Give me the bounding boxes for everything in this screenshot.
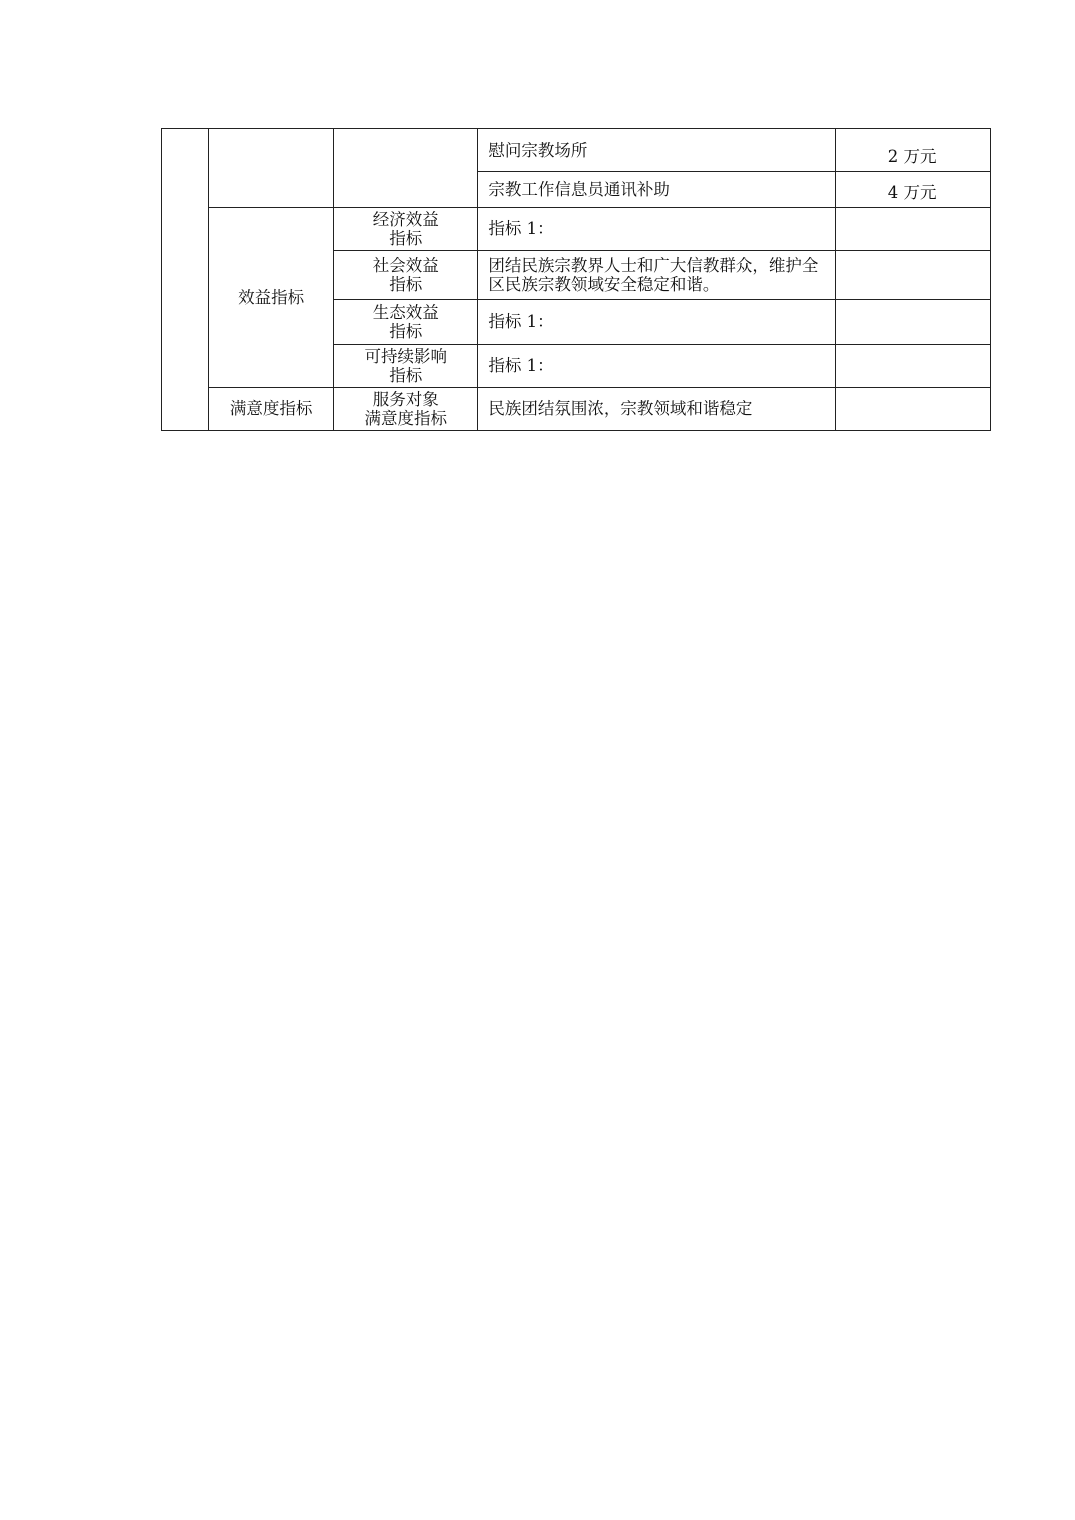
- indicator-name-line: 指标: [389, 322, 423, 341]
- table-row: [162, 388, 991, 431]
- indicator-value-cell: [835, 251, 990, 300]
- outer-label-cell: [162, 129, 209, 431]
- indicator-name-line: 指标: [389, 275, 423, 294]
- satisfaction-value-cell: [835, 388, 990, 431]
- indicator-value-cell: [835, 208, 990, 251]
- table-row: [162, 129, 991, 172]
- satisfaction-content-text: 民族团结氛围浓: [488, 399, 604, 418]
- indicator-content-cell: 指标 1：: [478, 300, 835, 345]
- indicator-name-line: 可持续影响: [364, 347, 448, 366]
- output-item-cell: 宗教工作信息员通讯补助: [478, 172, 835, 208]
- output-subcategory-cell: [334, 129, 478, 208]
- indicator-name-line: 满意度指标: [364, 409, 448, 428]
- social-benefit-name-cell: [334, 251, 478, 300]
- sustainable-impact-name-cell: [334, 345, 478, 388]
- indicator-name-line: 服务对象: [372, 390, 439, 409]
- satisfaction-category-cell: 满意度指标: [209, 388, 334, 431]
- indicator-content-cell: 指标 1：: [478, 345, 835, 388]
- indicator-value-cell: [835, 300, 990, 345]
- output-category-cell: [209, 129, 334, 208]
- performance-indicator-table: [161, 128, 991, 431]
- economic-benefit-name-cell: [334, 208, 478, 251]
- indicator-name-line: 生态效益: [372, 303, 439, 322]
- output-value-cell: 4 万元: [835, 172, 990, 208]
- benefit-category-cell: 效益指标: [209, 208, 334, 388]
- table-row: [162, 208, 991, 251]
- indicator-name-line: 指标: [389, 229, 423, 248]
- output-item-cell: 慰问宗教场所: [478, 129, 835, 172]
- output-value-cell: 2 万元: [835, 129, 990, 172]
- indicator-content-cell: 指标 1：: [478, 208, 835, 251]
- indicator-value-cell: [835, 345, 990, 388]
- indicator-content-cell: 团结民族宗教界人士和广大信教群众，维护全区民族宗教领域安全稳定和谐。: [478, 251, 835, 300]
- satisfaction-name-cell: [334, 388, 478, 431]
- ecological-benefit-name-cell: [334, 300, 478, 345]
- indicator-name-line: 社会效益: [372, 256, 439, 275]
- satisfaction-content-tail: ，宗教领域和谐稳定: [603, 399, 753, 418]
- indicator-name-line: 经济效益: [372, 210, 439, 229]
- satisfaction-content-cell: [478, 388, 835, 431]
- indicator-name-line: 指标: [389, 366, 423, 385]
